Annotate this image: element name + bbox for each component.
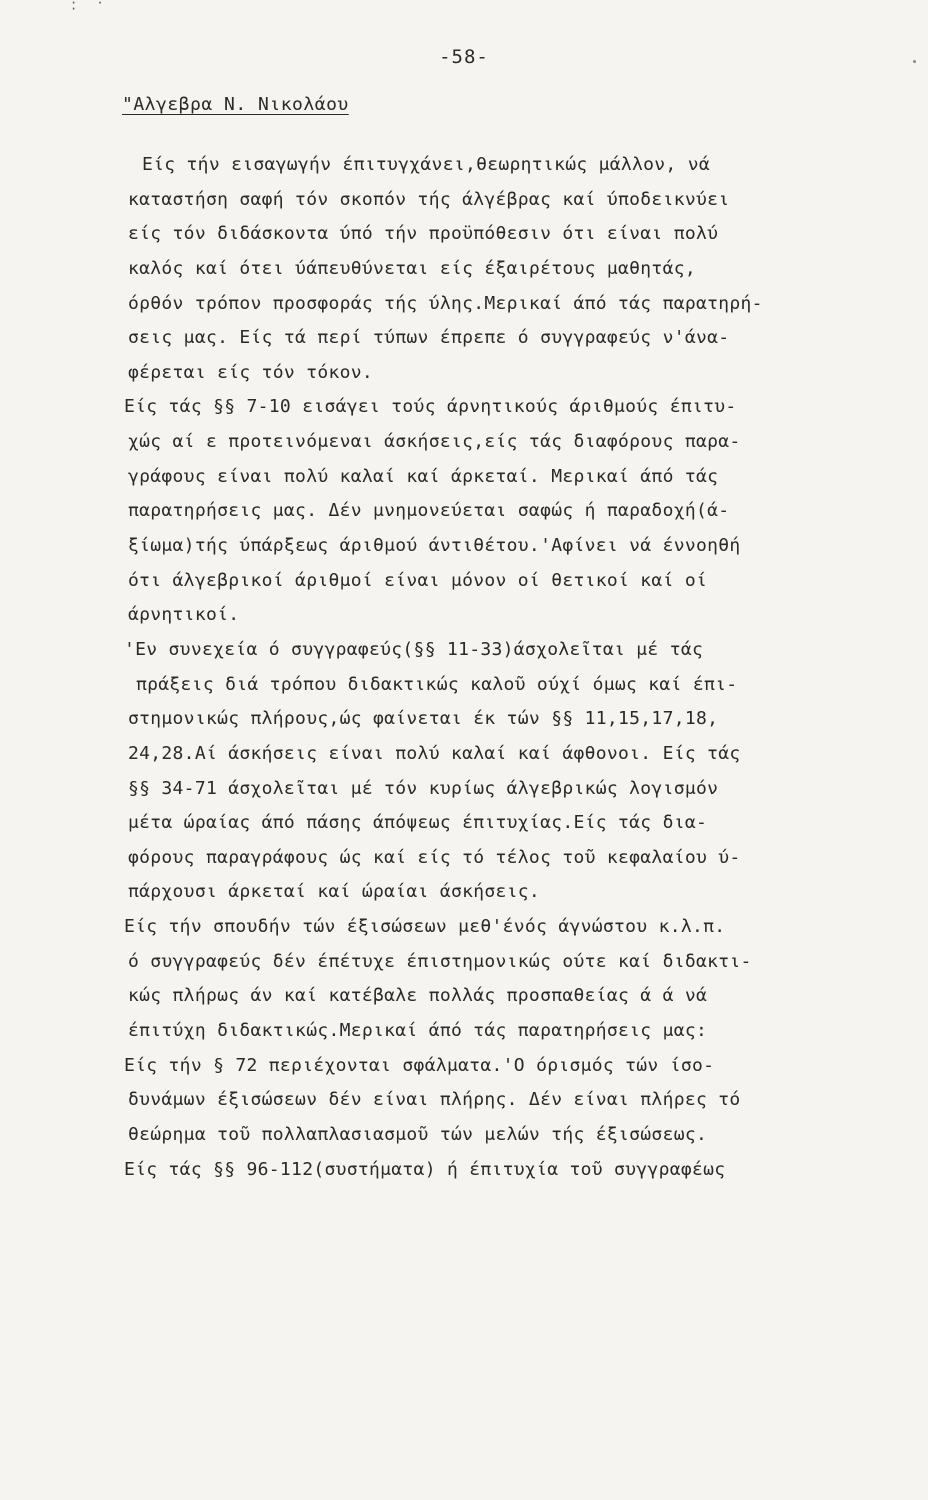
- section-heading: "Αλγεβρα Ν. Νικολάου: [122, 94, 349, 115]
- body-text: [124, 148, 888, 1187]
- text-line: σεις μας. Είς τά περί τύπων έπρεπε ό συγγραφεύς ν'άνα-: [128, 327, 730, 349]
- text-line: άρνητικοί.: [128, 604, 240, 626]
- text-line: γράφους είναι πολύ καλαί καί άρκεταί. Μερικαί άπό τάς: [128, 465, 719, 487]
- text-line: στημονικώς πλήρους,ώς φαίνεται έκ τών §§ 11,15,17,18,: [128, 708, 719, 730]
- top-edge-mark: · · ·: [70, 0, 110, 16]
- text-line: είς τόν διδάσκοντα ύπό τήν προϋπόθεσιν ότι είναι πολύ: [128, 223, 719, 245]
- text-line: ξίωμα)τής ύπάρξεως άριθμού άντιθέτου.'Αφίνει νά έννοηθή: [128, 535, 741, 557]
- text-line: δυνάμων έξισώσεων δέν είναι πλήρης. Δέν είναι πλήρες τό: [128, 1089, 741, 1111]
- text-line: καλός καί ότει ύάπευθύνεται είς έξαιρέτους μαθητάς,: [128, 257, 696, 279]
- text-line: ό συγγραφεύς δέν έπέτυχε έπιστημονικώς ούτε καί διδακτι-: [128, 950, 752, 972]
- text-line: πάρχουσι άρκεταί καί ώραίαι άσκήσεις.: [128, 881, 541, 903]
- page-number: -58-: [439, 46, 489, 68]
- text-line: 24,28.Αί άσκήσεις είναι πολύ καλαί καί άφθονοι. Είς τάς: [128, 742, 741, 764]
- text-line: φέρεται είς τόν τόκον.: [128, 361, 374, 383]
- text-line: πράξεις διά τρόπου διδακτικώς καλοῦ ούχί όμως καί έπι-: [136, 673, 738, 695]
- text-line: φόρους παραγράφους ώς καί είς τό τέλος τοῦ κεφαλαίου ύ-: [128, 846, 741, 868]
- text-line: Είς τήν § 72 περιέχονται σφάλματα.'Ο όρισμός τών ίσο-: [124, 1054, 715, 1076]
- text-line: όρθόν τρόπον προσφοράς τής ύλης.Μερικαί άπό τάς παρατηρή-: [128, 292, 763, 314]
- text-line: §§ 34-71 άσχολεῖται μέ τόν κυρίως άλγεβρικώς λογισμόν: [128, 777, 719, 799]
- text-line: ότι άλγεβρικοί άριθμοί είναι μόνον οί θετικοί καί οί: [128, 569, 708, 591]
- text-line: Είς τήν εισαγωγήν έπιτυγχάνει,θεωρητικώς μάλλον, νά: [142, 154, 710, 175]
- text-line: μέτα ώραίας άπό πάσης άπόψεως έπιτυχίας.Είς τάς δια-: [128, 812, 708, 834]
- text-line: έπιτύχη διδακτικώς.Μερικαί άπό τάς παρατηρήσεις μας:: [128, 1020, 708, 1042]
- text-line: καταστήση σαφή τόν σκοπόν τής άλγέβρας καί ύποδεικνύει: [128, 188, 730, 210]
- text-line: παρατηρήσεις μας. Δέν μνημονεύεται σαφώς ή παραδοχή(ά-: [128, 500, 730, 522]
- text-line: χώς αί ε προτεινόμεναι άσκήσεις,είς τάς διαφόρους παρα-: [128, 431, 741, 453]
- text-line: Είς τάς §§ 7-10 εισάγει τούς άρνητικούς άριθμούς έπιτυ-: [124, 396, 737, 418]
- text-line: θεώρημα τοῦ πολλαπλασιασμοῦ τών μελών τής έξισώσεως.: [128, 1123, 708, 1145]
- text-line: Είς τάς §§ 96-112(συστήματα) ή έπιτυχία τοῦ συγγραφέως: [124, 1158, 726, 1180]
- text-line: 'Εν συνεχεία ό συγγραφεύς(§§ 11-33)άσχολεῖται μέ τάς: [124, 638, 704, 660]
- text-line: κώς πλήρως άν καί κατέβαλε πολλάς προσπαθείας ά ά νά: [128, 985, 708, 1007]
- text-line: Είς τήν σπουδήν τών έξισώσεων μεθ'ένός άγνώστου κ.λ.π.: [124, 916, 726, 938]
